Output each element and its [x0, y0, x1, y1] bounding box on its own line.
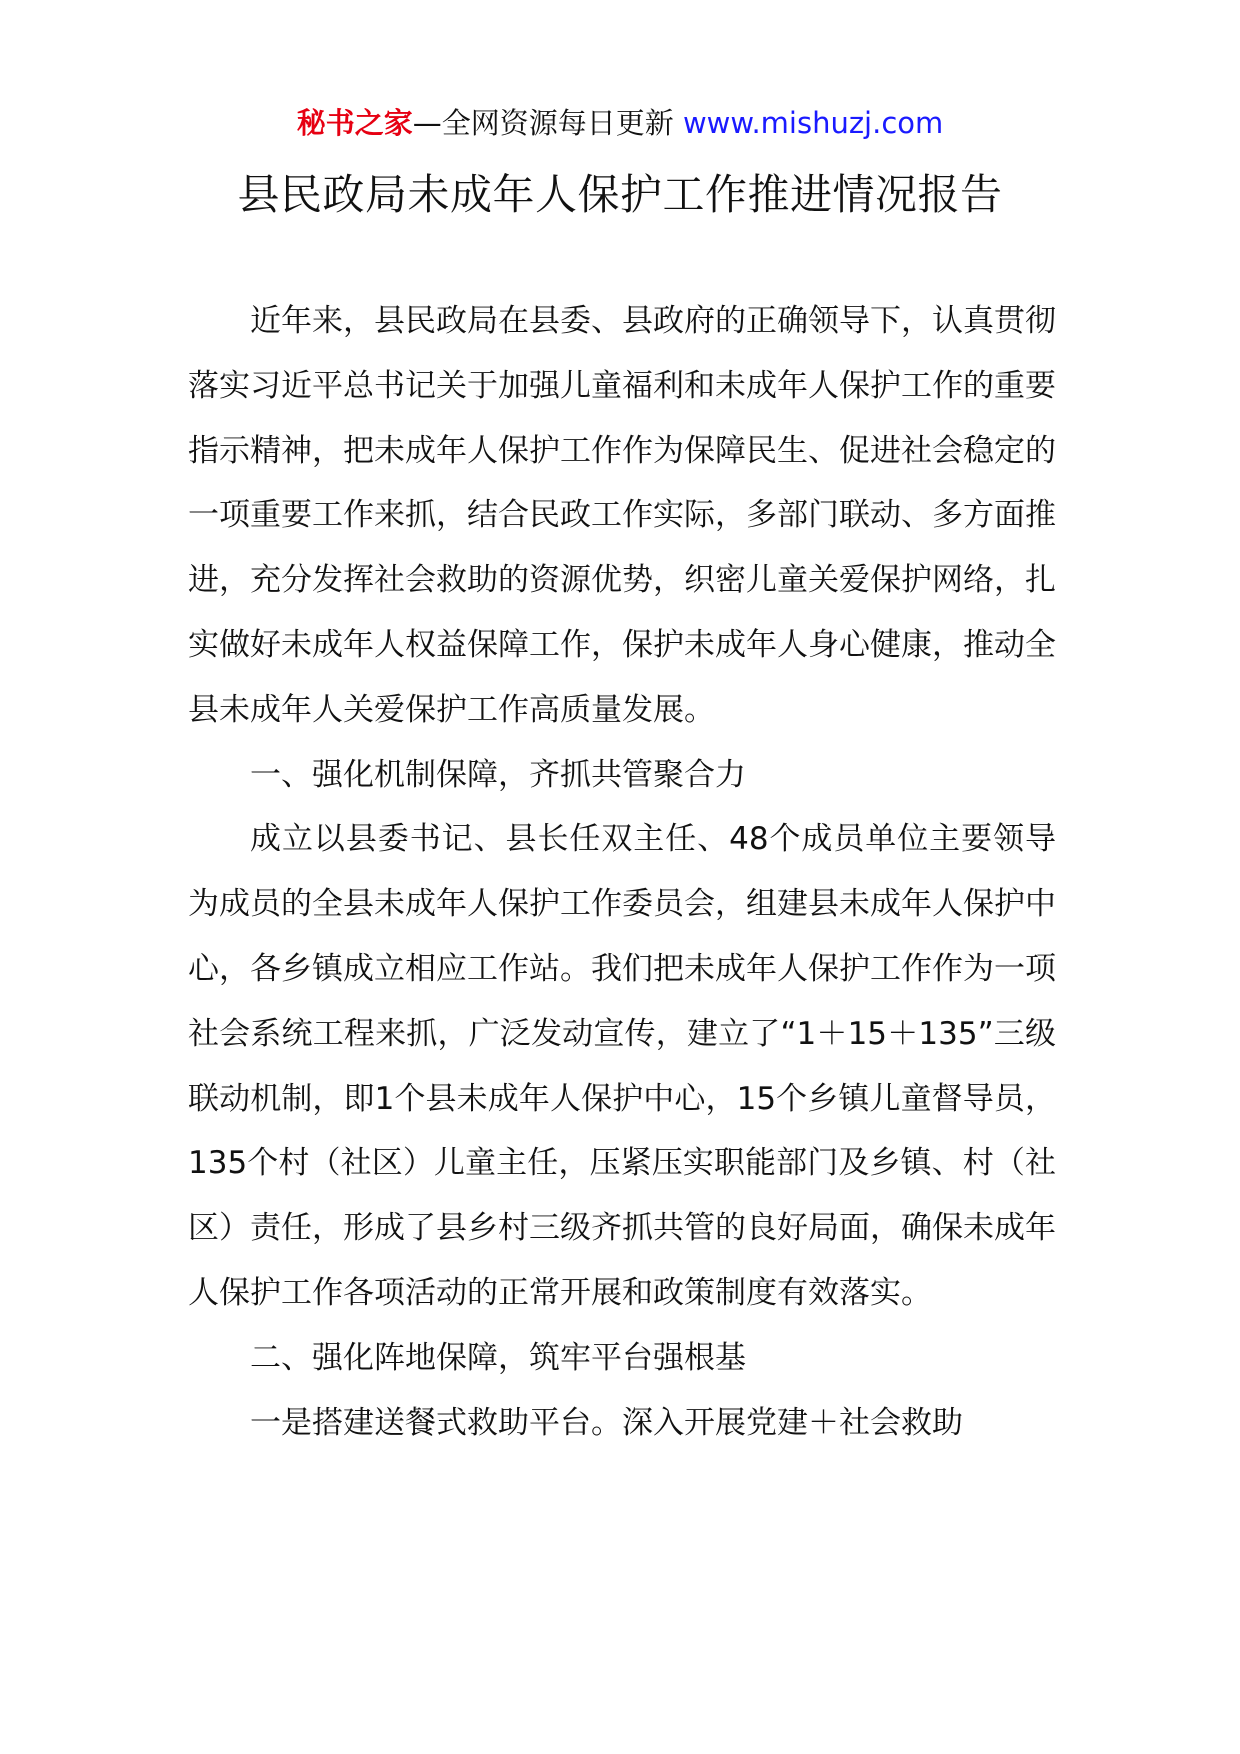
brand-name: 秘书之家	[296, 106, 413, 140]
watermark-header	[0, 101, 1240, 145]
section-2-paragraph: 一是搭建送餐式救助平台。深入开展党建＋社会救助	[250, 1404, 963, 1441]
section-1-paragraph: 成立以县委书记、县长任双主任、48个成员单位主要领导为成员的全县未成年人保护工作委员会，组建县未成年人保护中心，各乡镇成立相应工作站。我们把未成年人保护工作作为一项社会系统工程来抓，广泛发动宣传，建立了“1＋15＋135”三级联动机制，即1个县未成年人保护中心，15个乡镇儿童督导员，135个村（社区）儿童主任，压紧压实职能部门及乡镇、村（社区）责任，形成了县乡村三级齐抓共管的良好局面，确保未成年人保护工作各项活动的正常开展和政策制度有效落实。	[188, 821, 1056, 1311]
section-heading-2: 二、强化阵地保障，筑牢平台强根基	[250, 1339, 746, 1376]
intro-paragraph: 近年来，县民政局在县委、县政府的正确领导下，认真贯彻落实习近平总书记关于加强儿童福利和未成年人保护工作的重要指示精神，把未成年人保护工作作为保障民生、促进社会稳定的一项重要工作来抓，结合民政工作实际，多部门联动、多方面推进，充分发挥社会救助的资源优势，织密儿童关爱保护网络，扎实做好未成年人权益保障工作，保护未成年人身心健康，推动全县未成年人关爱保护工作高质量发展。	[188, 303, 1056, 728]
document-title: 县民政局未成年人保护工作推进情况报告	[237, 170, 1003, 219]
header-slogan: —全网资源每日更新	[412, 106, 674, 140]
document-body	[188, 289, 1056, 1455]
section-heading-1: 一、强化机制保障，齐抓共管聚合力	[250, 756, 746, 793]
site-url[interactable]: www.mishuzj.com	[682, 106, 944, 140]
